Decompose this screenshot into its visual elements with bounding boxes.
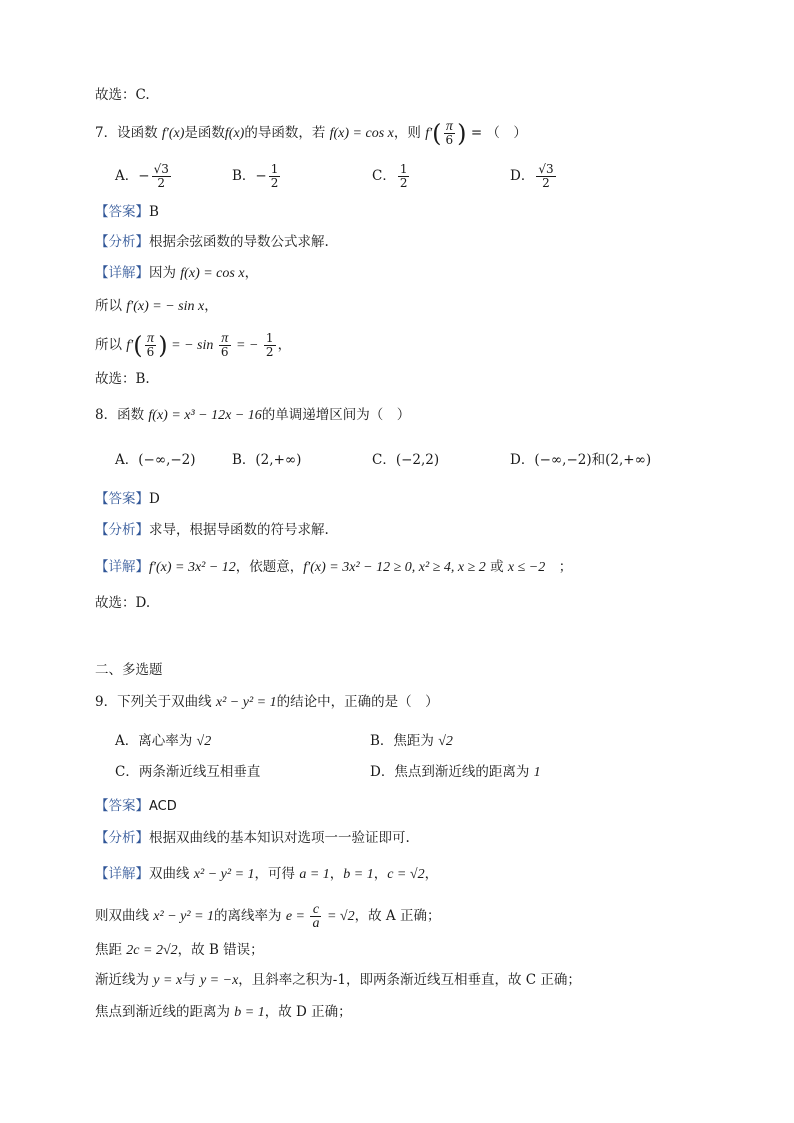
q7-derivation-1: 所以 f′(x) = − sin x， xyxy=(95,298,218,314)
q7-answer: 【答案】B xyxy=(95,204,159,220)
q9-option-c: C．两条渐近线互相垂直 xyxy=(115,764,261,780)
q9-detail-3: 焦距 2c = 2√2，故 B 错误； xyxy=(95,942,264,958)
answer-choice-8: 故选：D. xyxy=(95,595,151,611)
q8-analysis: 【分析】求导，根据导函数的符号求解. xyxy=(95,522,329,538)
q7-option-c: C． $\frac{1}{2}$ xyxy=(372,162,408,190)
q7-analysis: 【分析】根据余弦函数的导数公式求解. xyxy=(95,234,329,250)
q9-detail-4: 渐近线为 y = x与 y = −x，且斜率之积为-1，即两条渐近线互相垂直，故 C 正确； xyxy=(95,972,581,988)
q9-detail-1: 【详解】双曲线 x² − y² = 1，可得 a = 1，b = 1，c = √2， xyxy=(95,866,439,882)
q7-derivation-2: 所以 f′( $\frac{\pi}{6}$ ) = − sin $\frac{\pi}{6}$ = − $\frac{1}{2}$ ， xyxy=(95,331,292,360)
question-7-stem: 7．设函数 f′(x)是函数f(x)的导函数，若 f(x) = cos x，则 f′( $\frac{\pi}{6}$ ) = （ ） xyxy=(95,119,527,148)
section-heading-multi-choice: 二、多选题 xyxy=(95,662,163,678)
q8-option-a: A．(−∞,−2) xyxy=(115,452,196,468)
question-8-stem: 8．函数 f(x) = x³ − 12x − 16的单调递增区间为（ ） xyxy=(95,407,411,423)
q9-option-a: A．离心率为 √2 xyxy=(115,733,212,749)
q8-detail: 【详解】f′(x) = 3x² − 12，依题意，f′(x) = 3x² − 12 ≥ 0, x² ≥ 4, x ≥ 2 或 x ≤ −2 ； xyxy=(95,559,573,575)
q9-detail-5: 焦点到渐近线的距离为 b = 1，故 D 正确； xyxy=(95,1004,352,1020)
q7-option-a: A．− $\frac{√3}{2}$ xyxy=(115,162,169,190)
q9-analysis: 【分析】根据双曲线的基本知识对选项一一验证即可. xyxy=(95,830,410,846)
q9-option-b: B．焦距为 √2 xyxy=(370,733,453,749)
answer-choice-7: 故选：B. xyxy=(95,371,150,387)
question-9-stem: 9．下列关于双曲线 x² − y² = 1的结论中，正确的是（ ） xyxy=(95,694,439,710)
q9-option-d: D．焦点到渐近线的距离为 1 xyxy=(370,764,541,780)
answer-choice-6: 故选：C. xyxy=(95,87,150,103)
q9-detail-2: 则双曲线 x² − y² = 1的离线率为 e = $\frac{c}{a}$ = √2，故 A 正确； xyxy=(95,902,441,931)
q9-answer: 【答案】ACD xyxy=(95,798,177,814)
q8-answer: 【答案】D xyxy=(95,491,160,507)
q7-detail: 【详解】因为 f(x) = cos x， xyxy=(95,265,259,281)
q7-option-d: D． $\frac{√3}{2}$ xyxy=(510,162,554,190)
q8-option-b: B．(2,+∞) xyxy=(232,452,302,468)
q8-option-c: C．(−2,2) xyxy=(372,452,440,468)
q7-option-b: B．− $\frac{1}{2}$ xyxy=(232,162,279,190)
q8-option-d: D．(−∞,−2)和(2,+∞) xyxy=(510,452,652,468)
